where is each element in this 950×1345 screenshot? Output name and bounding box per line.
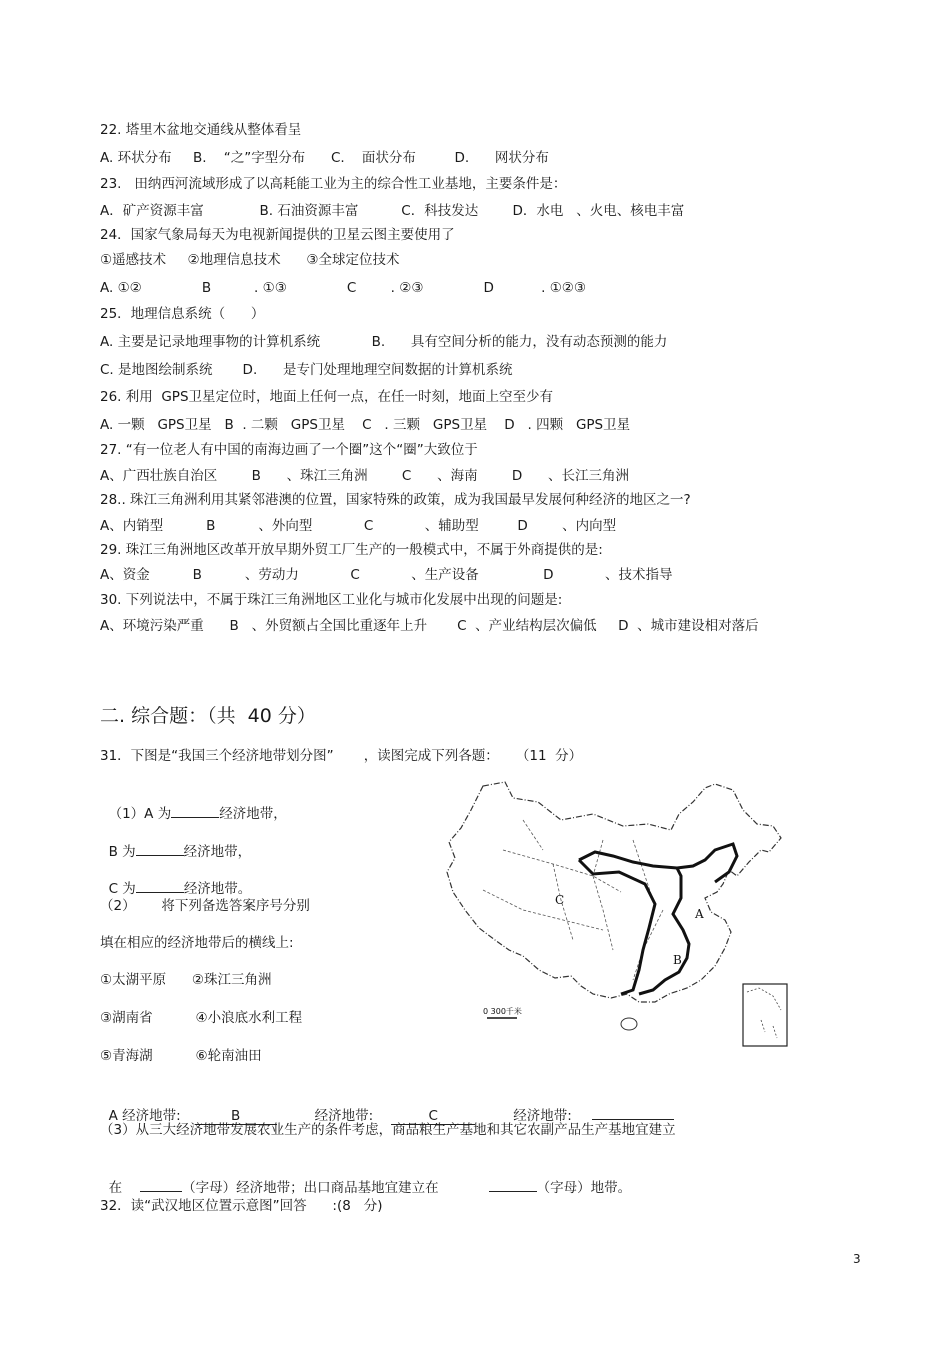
q27-options: A、广西壮族自治区 B 、珠江三角洲 C 、海南 D 、长江三角洲 — [100, 468, 630, 484]
q31-1-b-prefix: B 为 — [108, 844, 136, 860]
q25-options-2: C. 是地图绘制系统 D. 是专门处理地理空间数据的计算机系统 — [100, 362, 513, 378]
q25-options-1: A. 主要是记录地理事物的计算机系统 B. 具有空间分析的能力，没有动态预测的能力 — [100, 334, 668, 350]
answer-blank[interactable] — [171, 803, 219, 818]
answer-blank[interactable] — [489, 1177, 537, 1192]
q31-1-b-suffix: 经济地带， — [183, 844, 252, 860]
answer-blank[interactable] — [136, 841, 184, 856]
q31-1-c-suffix: 经济地带。 — [183, 881, 252, 897]
q22-options: A. 环状分布 B. “之”字型分布 C. 面状分布 D. 网状分布 — [100, 150, 549, 166]
q30-stem: 30. 下列说法中，不属于珠江三角洲地区工业化与城市化发展中出现的问题是: — [100, 592, 563, 608]
q24-statements: ①遥感技术 ②地理信息技术 ③全球定位技术 — [100, 252, 400, 268]
answer-blank[interactable] — [592, 1102, 674, 1120]
q31-1-line-c — [100, 860, 251, 898]
q31-3-stem: （3）从三大经济地带发展农业生产的条件考虑，商品粮生产基地和其它农副产品生产基地宜建立 — [100, 1122, 676, 1138]
map-label-c: C — [555, 893, 565, 907]
page-number: 3 — [853, 1252, 861, 1266]
q31-3-mid: （字母）经济地带；出口商品基地宜建立在 — [182, 1180, 439, 1196]
q31-1-c-prefix: C 为 — [108, 881, 136, 897]
q28-options: A、内销型 B 、外向型 C 、辅助型 D 、内向型 — [100, 518, 617, 534]
answer-c-letter: C — [428, 1108, 438, 1124]
q23-stem: 23. 田纳西河流域形成了以高耗能工业为主的综合性工业基地，主要条件是： — [100, 176, 567, 192]
q31-3-suffix: （字母）地带。 — [536, 1180, 632, 1196]
answer-a-label: A 经济地带: — [108, 1108, 181, 1124]
q31-2-stem-a: （2） 将下列备选答案序号分别 — [100, 898, 310, 914]
q24-stem: 24．国家气象局每天为电视新闻提供的卫星云图主要使用了 — [100, 227, 455, 243]
q28-stem: 28.. 珠江三角洲利用其紧邻港澳的位置，国家特殊的政策，成为我国最早发展何种经济的地区之一? — [100, 492, 691, 508]
q31-1-line-a — [100, 785, 287, 823]
q32-stem: 32．读“武汉地区位置示意图”回答 :(8 分) — [100, 1198, 383, 1214]
q29-stem: 29. 珠江三角洲地区改革开放早期外贸工厂生产的一般模式中，不属于外商提供的是: — [100, 542, 603, 558]
q31-3-line — [100, 1159, 631, 1197]
q23-options: A．矿产资源丰富 B. 石油资源丰富 C．科技发达 D．水电 、火电、核电丰富 — [100, 203, 685, 219]
q22-stem: 22. 塔里木盆地交通线从整体看呈 — [100, 122, 302, 138]
q31-1-line-b — [100, 823, 251, 861]
scale-label: 0 300千米 — [483, 1007, 522, 1016]
section-2-heading: 二. 综合题：（共 40 分） — [100, 705, 316, 727]
q31-1-suffix: 经济地带， — [219, 806, 287, 822]
q30-options: A、环境污染严重 B 、外贸额占全国比重逐年上升 C 、产业结构层次偏低 D 、城市建设相对落后 — [100, 618, 759, 634]
q25-stem: 25．地理信息系统（ ） — [100, 306, 265, 322]
q26-stem: 26. 利用 GPS卫星定位时，地面上任何一点，在任一时刻，地面上空至少有 — [100, 389, 554, 405]
q31-3-prefix: 在 — [108, 1180, 123, 1196]
q31-1-prefix: （1）A 为 — [108, 806, 172, 822]
answer-c-label: 经济地带: — [513, 1108, 572, 1124]
q31-2-answer-line — [100, 1084, 674, 1125]
answer-blank[interactable] — [136, 878, 184, 893]
economic-zones-map — [443, 780, 789, 1048]
answer-blank[interactable] — [140, 1177, 182, 1192]
q24-options: A. ①② B . ①③ C . ②③ D . ①②③ — [100, 280, 587, 296]
answer-b-label: 经济地带: — [314, 1108, 374, 1124]
q29-options: A、资金 B 、劳动力 C 、生产设备 D 、技术指导 — [100, 567, 673, 583]
q31-2-choices-3: ⑤青海湖 ⑥轮南油田 — [100, 1048, 262, 1064]
answer-b-letter: B — [231, 1108, 241, 1124]
q31-2-stem-b: 填在相应的经济地带后的横线上: — [100, 935, 294, 951]
map-label-b: B — [673, 953, 682, 967]
q27-stem: 27. “有一位老人有中国的南海边画了一个圈”这个“圈”大致位于 — [100, 442, 478, 458]
q26-options: A. 一颗 GPS卫星 B . 二颗 GPS卫星 C . 三颗 GPS卫星 D . 四颗 GPS卫星 — [100, 417, 631, 433]
q31-stem: 31．下图是“我国三个经济地带划分图” ，读图完成下列各题： （11 分） — [100, 748, 583, 764]
q31-2-choices-2: ③湖南省 ④小浪底水利工程 — [100, 1010, 303, 1026]
q31-2-choices-1: ①太湖平原 ②珠江三角洲 — [100, 972, 272, 988]
map-label-a: A — [695, 907, 704, 921]
